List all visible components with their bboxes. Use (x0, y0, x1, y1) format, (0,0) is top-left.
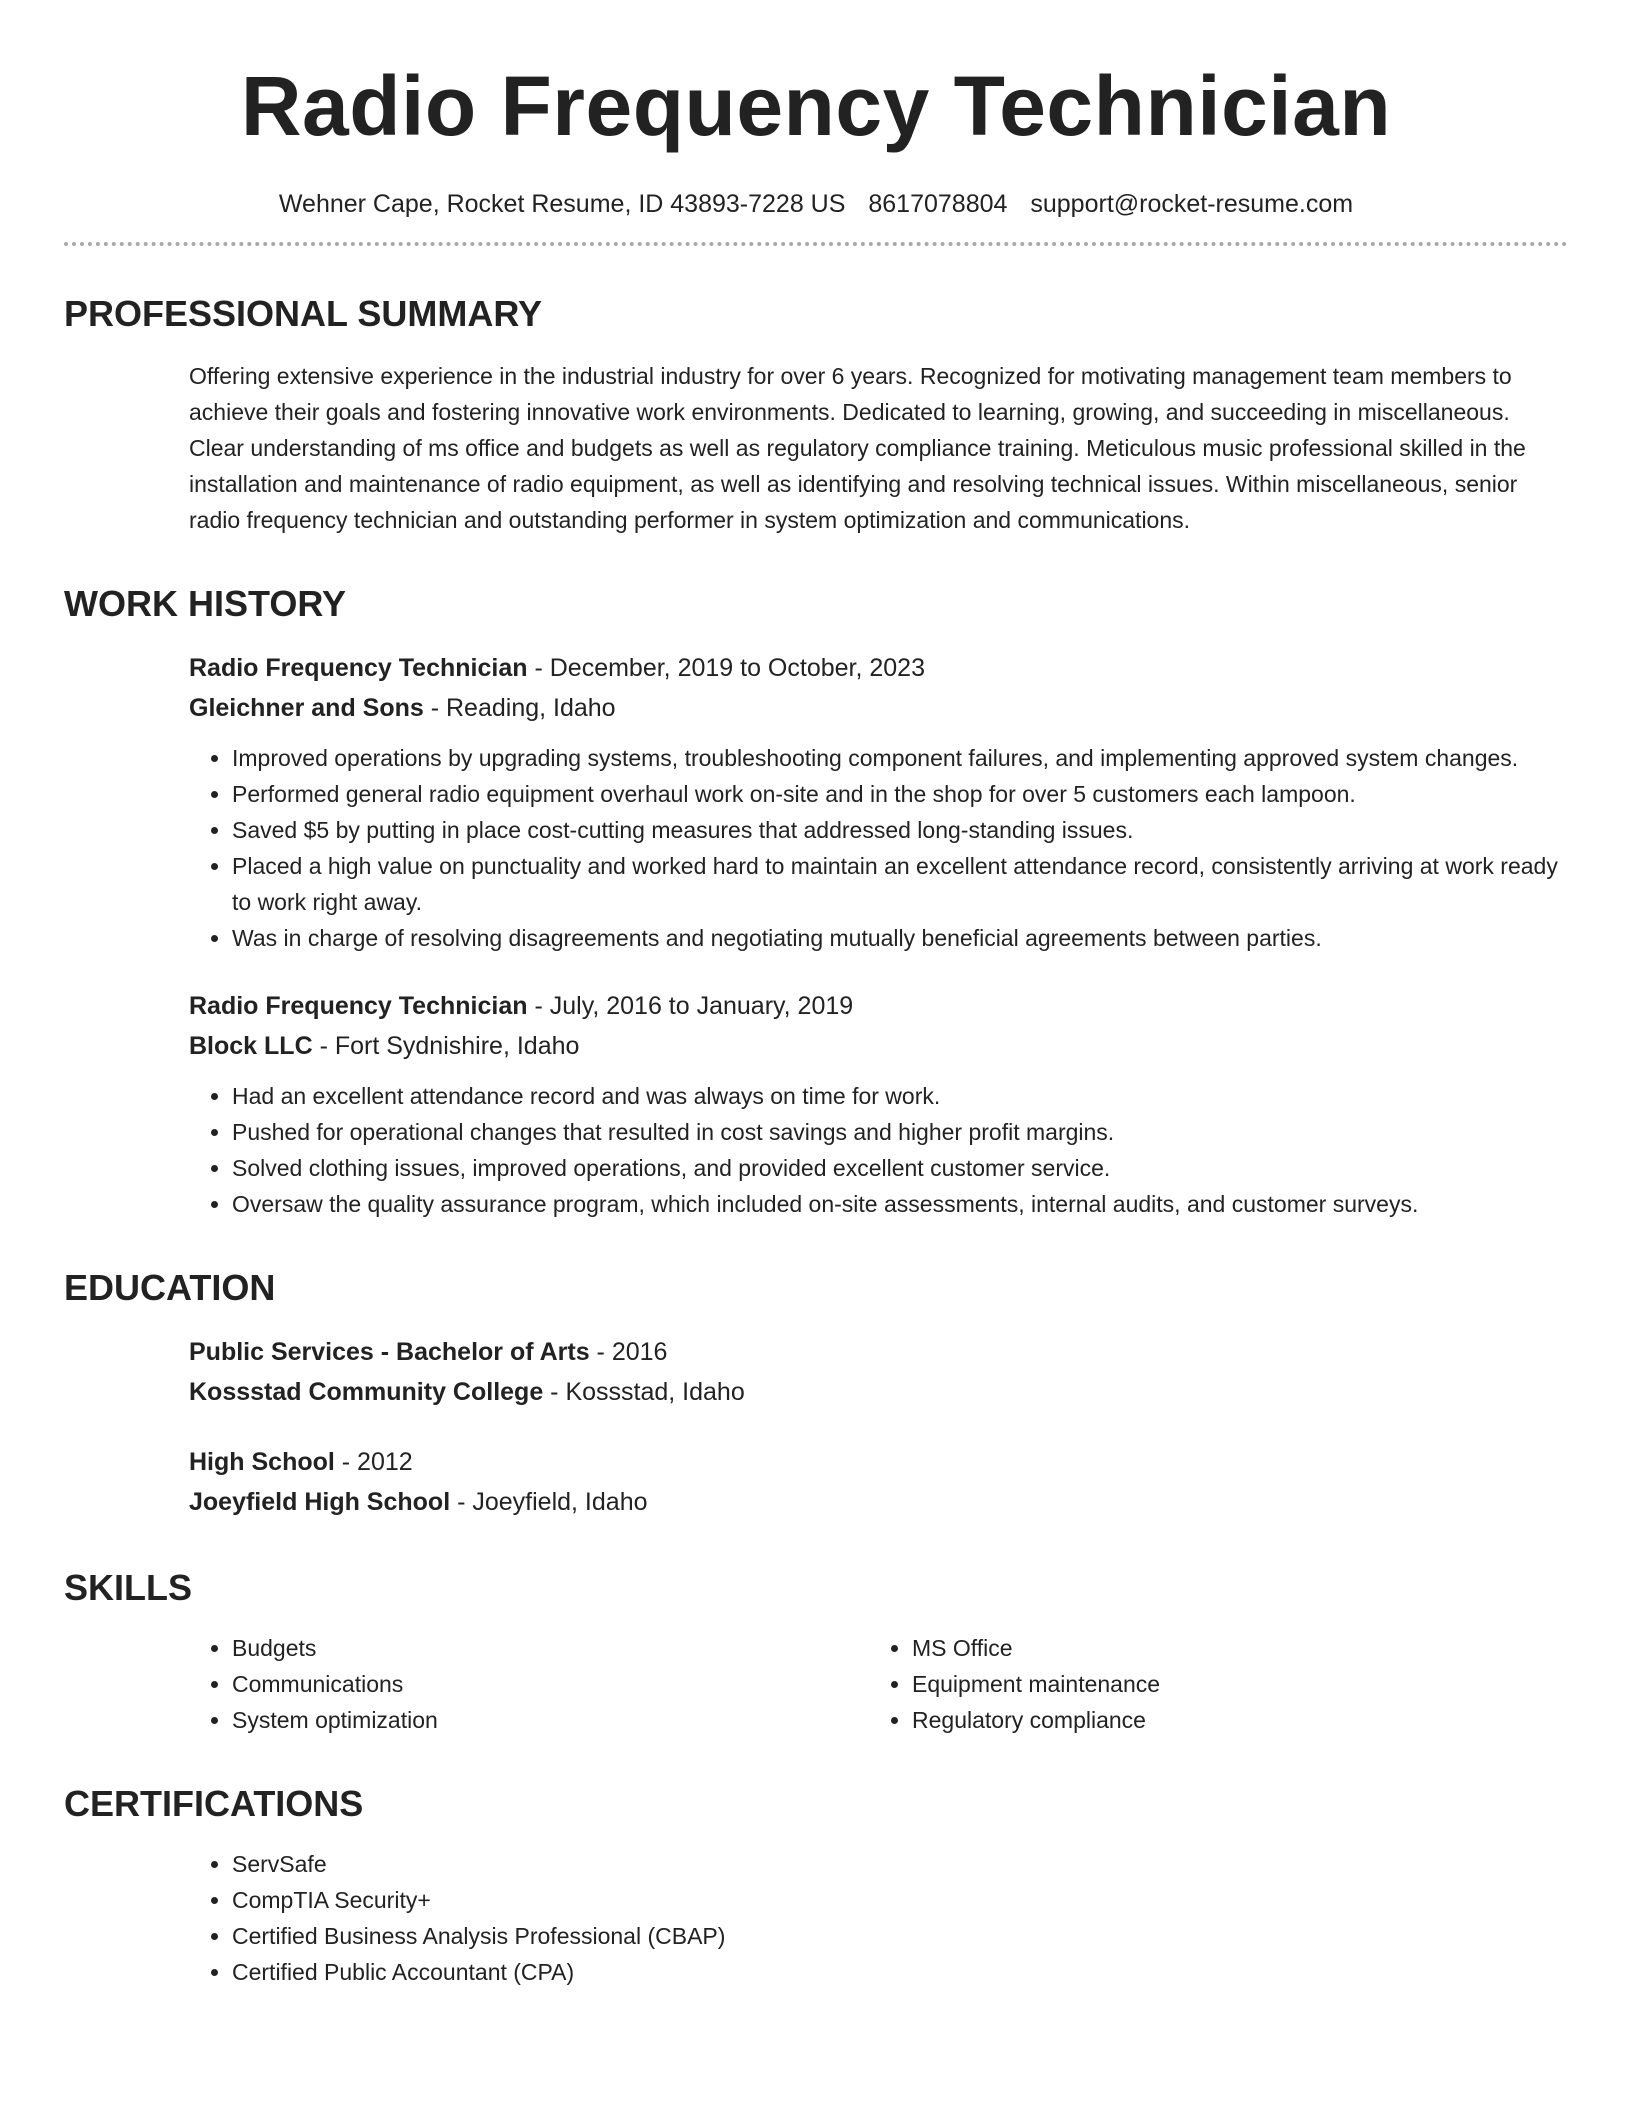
certification-item: • ServSafe (232, 1846, 1568, 1882)
skill-item: • MS Office (912, 1630, 1549, 1666)
graduation-year: - 2016 (589, 1338, 668, 1366)
certifications-title: CERTIFICATIONS (64, 1783, 364, 1824)
job-company: Gleichner and Sons (189, 694, 424, 722)
job-dates: - July, 2016 to January, 2019 (527, 992, 854, 1020)
job-company-line (189, 688, 1568, 728)
certifications-list (189, 1846, 1568, 1990)
skills-column-left (189, 1630, 869, 1738)
summary-text: Offering extensive experience in the industrial industry for over 6 years. Recognized for motivating management team members to achieve their goals and fostering innovative work environments. Dedicated to learning, growing, and succeeding in miscellaneous. Clear understanding of ms office and budgets as well as regulatory compliance training. Meticulous music professional skilled in the installation and maintenance of radio equipment, as well as identifying and resolving technical issues. Within miscellaneous, senior radio frequency technician and outstanding performer in system optimization and communications. (189, 363, 1526, 533)
degree-line (189, 1332, 1568, 1372)
job-bullets (189, 1078, 1568, 1222)
skills-list (869, 1630, 1549, 1738)
job-company-line (189, 1026, 1568, 1066)
job-role: Radio Frequency Technician (189, 654, 528, 682)
job-entry (189, 986, 1568, 1222)
graduation-year: - 2012 (334, 1448, 413, 1476)
skills-column-right (869, 1630, 1549, 1738)
job-role-line (189, 648, 1568, 688)
contact-line (64, 188, 1568, 220)
work-history-title: WORK HISTORY (64, 583, 347, 624)
certification-item: • Certified Business Analysis Professional (CBAP) (232, 1918, 1568, 1954)
school-name: Kossstad Community College (189, 1378, 544, 1406)
job-bullet: • Oversaw the quality assurance program, which included on-site assessments, internal audits, and customer surveys. (232, 1186, 1568, 1222)
summary-title: PROFESSIONAL SUMMARY (64, 293, 543, 334)
degree: Public Services - Bachelor of Arts (189, 1338, 590, 1366)
resume-header (64, 0, 1568, 246)
summary-section (64, 292, 1568, 538)
school-line (189, 1372, 1568, 1412)
job-bullet: • Saved $5 by putting in place cost-cutting measures that addressed long-standing issues. (232, 812, 1568, 848)
job-company: Block LLC (189, 1032, 313, 1060)
certifications-section (64, 1782, 1568, 1990)
skills-list (189, 1630, 869, 1738)
header-divider (64, 242, 1568, 246)
skill-item: • Equipment maintenance (912, 1666, 1549, 1702)
skill-item: • Regulatory compliance (912, 1702, 1549, 1738)
job-role-line (189, 986, 1568, 1026)
education-section (64, 1266, 1568, 1522)
job-bullet: • Was in charge of resolving disagreements and negotiating mutually beneficial agreements between parties. (232, 920, 1568, 956)
degree: High School (189, 1448, 335, 1476)
skill-item: • Budgets (232, 1630, 869, 1666)
job-dates: - December, 2019 to October, 2023 (527, 654, 925, 682)
education-entry (189, 1332, 1568, 1412)
job-bullets (189, 740, 1568, 956)
school-line (189, 1482, 1568, 1522)
job-entry (189, 648, 1568, 956)
education-entry (189, 1442, 1568, 1522)
certification-item: • Certified Public Accountant (CPA) (232, 1954, 1568, 1990)
skills-section (64, 1566, 1568, 1738)
job-location: - Reading, Idaho (423, 694, 616, 722)
contact-phone: 8617078804 (868, 190, 1008, 218)
job-bullet: • Performed general radio equipment overhaul work on-site and in the shop for over 5 customers each lampoon. (232, 776, 1568, 812)
work-history-section (64, 582, 1568, 1222)
job-bullet: • Solved clothing issues, improved operations, and provided excellent customer service. (232, 1150, 1568, 1186)
job-bullet: • Had an excellent attendance record and was always on time for work. (232, 1078, 1568, 1114)
job-role: Radio Frequency Technician (189, 992, 528, 1020)
skills-columns (189, 1630, 1568, 1738)
school-name: Joeyfield High School (189, 1488, 451, 1516)
education-title: EDUCATION (64, 1267, 276, 1308)
certifications-body (189, 1846, 1568, 1990)
job-bullet: • Pushed for operational changes that resulted in cost savings and higher profit margins. (232, 1114, 1568, 1150)
degree-line (189, 1442, 1568, 1482)
school-location: - Kossstad, Idaho (543, 1378, 745, 1406)
skill-item: • Communications (232, 1666, 869, 1702)
contact-address: Wehner Cape, Rocket Resume, ID 43893-7228 US (278, 190, 846, 218)
job-bullet: • Placed a high value on punctuality and worked hard to maintain an excellent attendance record, consistently arriving at work ready to work right away. (232, 848, 1568, 920)
job-bullet: • Improved operations by upgrading systems, troubleshooting component failures, and implementing approved system changes. (232, 740, 1568, 776)
skill-item: • System optimization (232, 1702, 869, 1738)
contact-email[interactable]: support@rocket-resume.com (1030, 190, 1354, 218)
school-location: - Joeyfield, Idaho (450, 1488, 648, 1516)
candidate-name: Radio Frequency Technician (240, 59, 1392, 153)
job-location: - Fort Sydnishire, Idaho (312, 1032, 580, 1060)
skills-title: SKILLS (64, 1567, 193, 1608)
certification-item: • CompTIA Security+ (232, 1882, 1568, 1918)
